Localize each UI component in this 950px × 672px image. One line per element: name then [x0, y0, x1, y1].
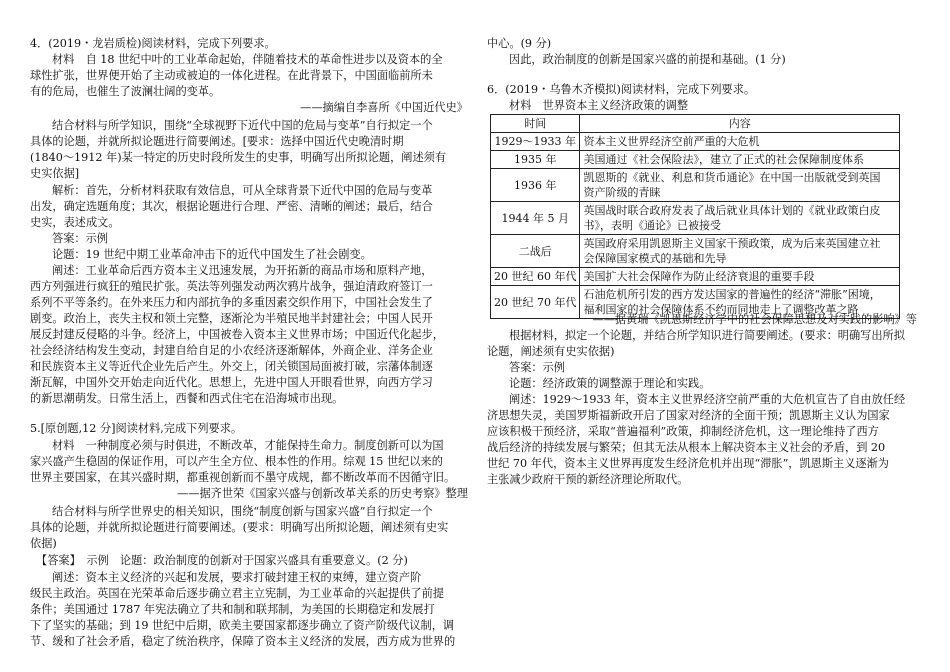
- table-cell-content: [580, 235, 900, 268]
- q4-exposition-line: 渐瓦解，中国外交开始走向近代化。思想上，先进中国人开眼看世界，向西方学习: [30, 376, 433, 389]
- q4-question-line: 史实依据]: [30, 167, 80, 180]
- q5-answer: 【答案】 示例 论题：政治制度的创新对于国家兴盛具有重要意义。(2 分): [36, 554, 408, 567]
- q4-exposition-line: 系列不平等条约。在外来压力和内部抗争的多重因素交织作用下，中国社会发生了: [30, 296, 433, 309]
- cell-text: 英国政府采用凯恩斯主义国家干预政策，成为后来英国建立社: [583, 237, 881, 250]
- q4-exposition-line: 阐述：工业革命后西方资本主义迅速发展，为开拓新的商品市场和原料产地，: [52, 264, 433, 277]
- q6-answer-label: 答案：示例: [509, 361, 565, 374]
- q6-thesis: 论题：经济政策的调整源于理论和实践。: [509, 377, 711, 390]
- table-cell-content: [580, 169, 900, 202]
- table-row: [491, 235, 900, 268]
- q4-exposition-line: 剧变。政治上，丧失主权和领土完整，逐渐沦为半殖民地半封建社会；中国人民开: [30, 312, 433, 325]
- q5-material-line: 家兴盛产生稳固的保证作用，可以产生全方位、根本性的作用。综观 15 世纪以来的: [30, 455, 443, 468]
- q4-thesis: 论题：19 世纪中期工业革命冲击下的近代中国发生了社会剧变。: [52, 248, 372, 261]
- q4-analysis-line: 史实，表述成文。: [30, 216, 120, 229]
- q6-header: 6．(2019・乌鲁木齐模拟)阅读材料，完成下列要求。: [487, 83, 756, 96]
- table-cell-time: 1944 年 5 月: [491, 202, 580, 235]
- cell-text: 凯恩斯的《就业、利息和货币通论》在中国一出版就受到英国: [583, 171, 881, 184]
- q6-question-line: 论题，阐述须有史实依据): [487, 345, 615, 358]
- q5-question-line: 结合材料与所学世界史的相关知识，围绕“制度创新与国家兴盛”自行拟定一个: [52, 505, 433, 518]
- q6-exposition-line: 阐述：1929～1933 年，资本主义世界经济空前严重的大危机宣告了自由放任经: [509, 393, 906, 406]
- policy-table: [490, 114, 900, 319]
- table-row: [491, 268, 900, 286]
- cell-text: 会保障国家模式的基础和先导: [583, 252, 727, 265]
- table-header-row: [491, 115, 900, 133]
- cell-text: 资产阶级的青睐: [583, 186, 661, 199]
- q5-question-line: 依据): [30, 537, 57, 550]
- q4-material-line: 有的危局，也催生了波澜壮阔的变革。: [30, 85, 221, 98]
- q4-analysis-line: 出发，确定选题角度；其次，根据论题进行合理、严密、清晰的阐述；最后，结合: [30, 200, 433, 213]
- table-row: [491, 151, 900, 169]
- q5-continuation-line: 中心。(9 分): [487, 37, 552, 50]
- q5-material-line: 材料 一种制度必须与时俱进，不断改革，才能保持生命力。制度创新可以为国: [52, 439, 444, 452]
- q5-conclusion: 因此，政治制度的创新是国家兴盛的前提和基础。(1 分): [509, 53, 786, 66]
- table-cell-time: 1936 年: [491, 169, 580, 202]
- cell-text: 书》，表明《通论》已被接受: [583, 219, 721, 232]
- q4-analysis-line: 解析：首先，分析材料获取有效信息，可从全球背景下近代中国的危局与变革: [52, 184, 433, 197]
- q4-material-line: 球性扩张，世界便开始了主动或被迫的一体化进程。在此背景下，中国面临前所未: [30, 69, 433, 82]
- q4-answer-label: 答案：示例: [52, 232, 108, 245]
- q4-exposition-line: 西方列强进行疯狂的殖民扩张。英法等列强发动两次鸦片战争，强迫清政府签订一: [30, 280, 433, 293]
- q6-exposition-line: 主张减少政府干预的新经济理论所取代。: [487, 473, 689, 486]
- q6-exposition-line: 应该积极干预经济，采取“普遍福利”政策，抑制经济危机，这一理论维持了西方: [487, 425, 879, 438]
- q5-exposition-line: 节、缓和了社会矛盾，稳定了统治秩序，保障了资本主义经济的发展，西方成为世界的: [30, 635, 456, 648]
- table-cell-time: 20 世纪 60 年代: [491, 268, 580, 286]
- q5-material-line: 世界主要国家，在其兴盛时期，都重视创新而不墨守成规，都不断改革而不因循守旧。: [30, 471, 456, 484]
- table-cell-time: 二战后: [491, 235, 580, 268]
- q5-exposition-line: 条件；美国通过 1787 年宪法确立了共和制和联邦制，为美国的长期稳定和发展打: [30, 603, 435, 616]
- table-cell-content: [580, 133, 900, 151]
- table-cell-time: 1935 年: [491, 151, 580, 169]
- q5-source: ——据齐世荣《国家兴盛与创新改革关系的历史考察》整理: [177, 487, 468, 500]
- cell-text: 石油危机所引发的西方发达国家的普遍性的经济“滞胀”困境，: [583, 288, 881, 301]
- table-cell-content: [580, 268, 900, 286]
- q6-exposition-line: 世纪 70 年代，资本主义世界再度发生经济危机并出现“滞胀”，凯恩斯主义逐渐为: [487, 457, 889, 470]
- q4-question-line: 具体的论题，并就所拟论题进行简要阐述。[要求：选择中国近代史晚清时期: [30, 135, 404, 148]
- q5-question-line: 具体的论题，并就所拟论题进行简要阐述。(要求：明确写出所拟论题，阐述须有史实: [30, 521, 449, 534]
- q6-question-line: 根据材料，拟定一个论题，并结合所学知识进行简要阐述。(要求：明确写出所拟: [509, 329, 905, 342]
- q5-header: 5.[原创题,12 分]阅读材料,完成下列要求。: [30, 422, 243, 435]
- cell-text: 美国扩大社会保障作为防止经济衰退的重要手段: [583, 270, 815, 283]
- q4-exposition-line: 社会经济结构发生变动，封建自给自足的小农经济逐渐解体，外商企业、洋务企业: [30, 344, 433, 357]
- q4-source: ——摘编自李喜所《中国近代史》: [300, 101, 468, 114]
- q5-exposition-line: 级民主政治。英国在光荣革命后逐步确立君主立宪制，为工业革命的兴起提供了前提: [30, 587, 444, 600]
- cell-text: 资本主义世界经济空前严重的大危机: [583, 135, 760, 148]
- q4-header: 4．(2019・龙岩质检)阅读材料，完成下列要求。: [30, 37, 276, 50]
- q6-exposition-line: 济思想失灵，美国罗斯福新政开启了国家对经济的全面干预；凯恩斯主义认为国家: [487, 409, 890, 422]
- q6-source: ——据黄瑞《凯恩斯经济学中的社会保障思想及对实践的影响》等: [592, 313, 917, 326]
- q4-question-line: 结合材料与所学知识，围绕“全球视野下近代中国的危局与变革”自行拟定一个: [52, 119, 433, 132]
- q4-exposition-line: 和民族资本主义等近代企业先后产生。外交上，闭关锁国局面被打破，宗藩体制逐: [30, 360, 433, 373]
- cell-text: 福利国家的社会保障体系不约而同地走上了调整改革之路: [583, 303, 859, 316]
- q4-material-line: 材料 自 18 世纪中叶的工业革命起始，伴随着技术的革命性进步以及资本的全: [52, 53, 443, 66]
- q4-question-line: (1840～1912 年)某一特定的历史时段所发生的史事，明确写出所拟论题，阐述须有: [30, 151, 447, 164]
- table-cell-time: 20 世纪 70 年代: [491, 286, 580, 319]
- cell-text: 英国战时联合政府发表了战后就业具体计划的《就业政策白皮: [583, 204, 881, 217]
- table-row: [491, 169, 900, 202]
- table-header-time: 时间: [491, 115, 580, 133]
- q6-material-title: 材料 世界资本主义经济政策的调整: [509, 99, 689, 112]
- q6-exposition-line: 战后经济的持续发展与繁荣；但其无法从根本上解决资本主义社会的矛盾，到 20: [487, 441, 886, 454]
- table-cell-content: [580, 151, 900, 169]
- q4-exposition-line: 展反封建反侵略的斗争。经济上，中国被卷入资本主义世界市场；中国近代化起步，: [30, 328, 444, 341]
- q5-exposition-line: 阐述：资本主义经济的兴起和发展，要求打破封建王权的束缚，建立资产阶: [52, 571, 422, 584]
- table-row: [491, 202, 900, 235]
- q4-exposition-line: 的新思潮萌发。日常生活上，西餐和西式住宅在沿海城市出现。: [30, 392, 344, 405]
- cell-text: 美国通过《社会保险法》，建立了正式的社会保障制度体系: [583, 153, 864, 166]
- table-cell-content: [580, 202, 900, 235]
- table-cell-time: 1929～1933 年: [491, 133, 580, 151]
- table-row: [491, 133, 900, 151]
- q5-exposition-line: 下了坚实的基础；到 19 世纪中后期，欧美主要国家都逐步确立了资产阶级代议制，调: [30, 619, 455, 632]
- table-header-content: 内容: [580, 115, 900, 133]
